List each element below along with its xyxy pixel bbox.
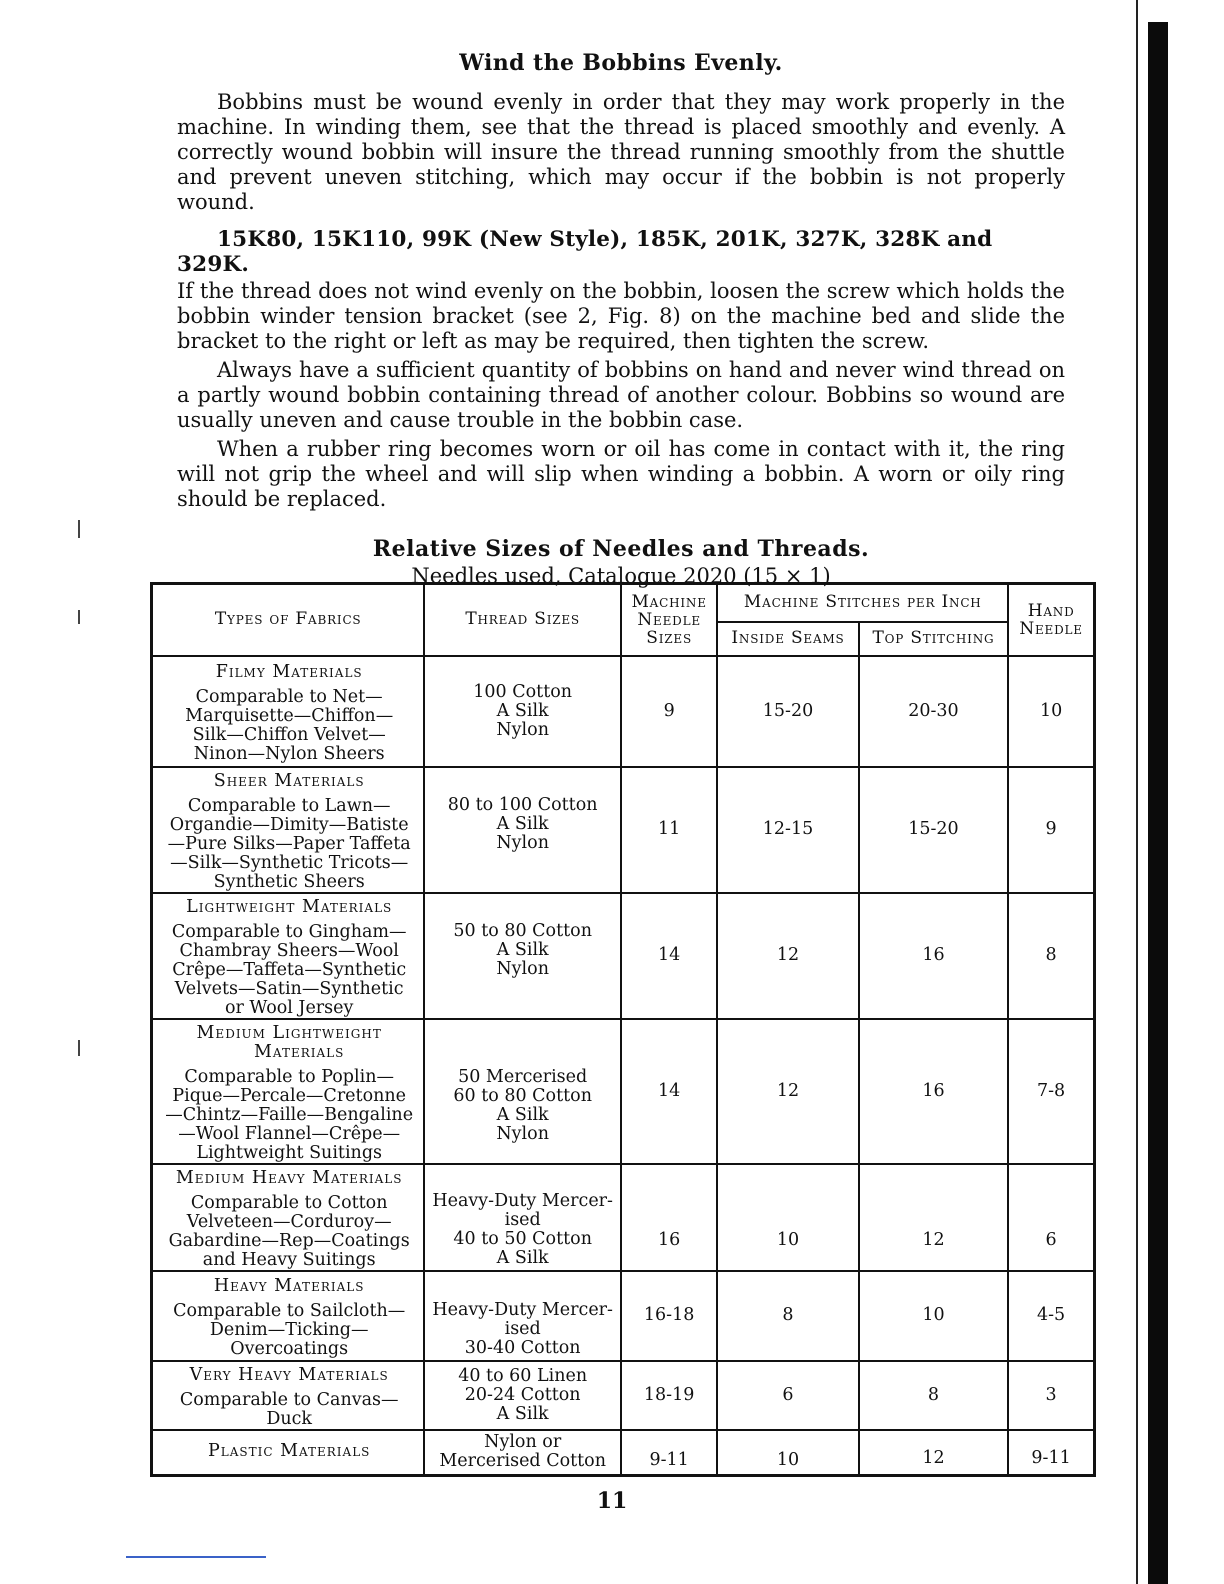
thread-line: Nylon <box>496 719 549 740</box>
fabric-desc-line: Comparable to Cotton <box>190 1192 388 1213</box>
paragraph-bobbins: Bobbins must be wound evenly in order that they may work properly in the machine. In winding them, see that the thread is placed smoothly and evenly. A correctly wound bobbin will insure the thread running smoothly from the shuttle and prevent uneven stitching, which may occur if the bobbin is not properly wound. <box>177 90 1065 214</box>
table-row <box>152 1164 1095 1271</box>
inside-seams-value: 12-15 <box>717 767 858 893</box>
needle-size: 9 <box>621 656 717 767</box>
scan-edge-shadow <box>1148 22 1168 1584</box>
inside-seams-value: 6 <box>717 1361 858 1430</box>
table-row <box>152 1271 1095 1361</box>
fabric-desc-line: Crêpe—Taffeta—Synthetic <box>172 959 407 980</box>
thread-cell <box>424 656 621 767</box>
fabric-desc-line: Synthetic Sheers <box>213 871 365 892</box>
scan-speck <box>78 610 80 624</box>
section-title: Wind the Bobbins Evenly. <box>459 50 783 76</box>
fabric-cell <box>152 1019 425 1164</box>
thread-line: 60 to 80 Cotton <box>453 1085 592 1106</box>
needle-size: 14 <box>621 1019 717 1164</box>
needle-size: 11 <box>621 767 717 893</box>
fabric-category: Medium Heavy Materials <box>175 1167 403 1188</box>
needle-size: 18-19 <box>621 1361 717 1430</box>
fabric-desc-line: Overcoatings <box>230 1338 349 1359</box>
thread-line: 20-24 Cotton <box>464 1384 581 1405</box>
page-number: 11 <box>596 1488 628 1514</box>
thread-cell <box>424 1019 621 1164</box>
paragraph-quantity: Always have a sufficient quantity of bobbins on hand and never wind thread on a partly wound bobbin containing thread of another colour. Bobbins so wound are usually uneven and cause trouble in the bobbin case. <box>177 358 1065 432</box>
fabric-category-line: Materials <box>254 1041 345 1062</box>
top-stitching-value: 15-20 <box>859 767 1008 893</box>
fabric-category: Lightweight Materials <box>186 896 393 917</box>
top-stitching-value: 16 <box>859 893 1008 1019</box>
needle-size: 9-11 <box>621 1430 717 1476</box>
thread-cell <box>424 1361 621 1430</box>
fabric-category: Plastic Materials <box>207 1440 371 1461</box>
fabric-desc-line: Marquisette—Chiffon— <box>185 705 394 726</box>
page-content <box>177 50 1065 588</box>
fabric-desc-line: Duck <box>266 1408 313 1429</box>
thread-line: Nylon or <box>484 1432 562 1453</box>
fabric-category <box>161 1024 417 1062</box>
fabric-category: Filmy Materials <box>215 661 363 682</box>
thread-cell <box>424 1430 621 1476</box>
blue-rule <box>126 1556 266 1558</box>
thread-line: A Silk <box>496 1104 549 1125</box>
thread-line: Nylon <box>496 958 549 979</box>
header-inside-seams: Inside Seams <box>717 622 858 656</box>
thread-line: 50 Mercerised <box>458 1066 588 1087</box>
fabric-cell <box>152 893 425 1019</box>
thread-line: 80 to 100 Cotton <box>447 794 598 815</box>
top-stitching-value: 16 <box>859 1019 1008 1164</box>
fabric-cell <box>152 1164 425 1271</box>
table-row <box>152 1430 1095 1476</box>
fabric-cell <box>152 656 425 767</box>
header-hand-needle: Hand Needle <box>1008 584 1094 656</box>
fabric-desc-line: Chambray Sheers—Wool <box>179 940 399 961</box>
fabric-category: Heavy Materials <box>213 1275 365 1296</box>
thread-line: 40 to 50 Cotton <box>453 1228 592 1249</box>
top-stitching-value: 10 <box>859 1271 1008 1361</box>
thread-line: 30-40 Cotton <box>464 1337 581 1358</box>
fabric-cell <box>152 1271 425 1361</box>
thread-line: Heavy-Duty Mercer- <box>432 1190 613 1211</box>
hand-needle-value: 10 <box>1008 656 1094 767</box>
fabric-cell <box>152 1430 425 1476</box>
table-row <box>152 767 1095 893</box>
hand-needle-value: 3 <box>1008 1361 1094 1430</box>
thread-line: 100 Cotton <box>473 681 573 702</box>
hand-needle-value: 9-11 <box>1008 1430 1094 1476</box>
top-stitching-value: 12 <box>859 1164 1008 1271</box>
inside-seams-value: 10 <box>717 1430 858 1476</box>
fabric-category: Very Heavy Materials <box>189 1364 389 1385</box>
thread-cell <box>424 1164 621 1271</box>
top-stitching-value: 12 <box>859 1430 1008 1476</box>
fabric-desc-line: —Chintz—Faille—Bengaline <box>165 1104 414 1125</box>
paragraph-rubber-ring: When a rubber ring becomes worn or oil has come in contact with it, the ring will not grip the wheel and will slip when winding a bobbin. A worn or oily ring should be replaced. <box>177 437 1065 511</box>
fabric-desc-line: Gabardine—Rep—Coatings <box>168 1230 410 1251</box>
inside-seams-value: 12 <box>717 1019 858 1164</box>
page-edge-line <box>1136 0 1138 1584</box>
needle-size: 14 <box>621 893 717 1019</box>
hand-needle-value: 8 <box>1008 893 1094 1019</box>
top-stitching-value: 8 <box>859 1361 1008 1430</box>
inside-seams-value: 8 <box>717 1271 858 1361</box>
fabric-desc-line: Silk—Chiffon Velvet— <box>192 724 386 745</box>
header-machine-needle: Machine Needle Sizes <box>621 584 717 656</box>
fabric-desc-line: Organdie—Dimity—Batiste <box>169 814 409 835</box>
thread-line: A Silk <box>496 700 549 721</box>
thread-line: ised <box>504 1209 541 1230</box>
thread-line: ised <box>504 1318 541 1339</box>
thread-line: Heavy-Duty Mercer- <box>432 1299 613 1320</box>
fabric-desc-line: and Heavy Suitings <box>202 1249 376 1270</box>
table-title: Relative Sizes of Needles and Threads. <box>372 536 870 562</box>
thread-line: A Silk <box>496 813 549 834</box>
header-thread-sizes: Thread Sizes <box>424 584 621 656</box>
table-row <box>152 893 1095 1019</box>
fabric-desc-line: Comparable to Poplin— <box>184 1066 394 1087</box>
inside-seams-value: 15-20 <box>717 656 858 767</box>
thread-line: Mercerised Cotton <box>439 1451 606 1472</box>
fabric-category: Sheer Materials <box>213 770 365 791</box>
fabric-desc-line: —Silk—Synthetic Tricots— <box>170 852 409 873</box>
fabric-category-line: Medium Lightweight <box>196 1022 382 1043</box>
fabric-desc-line: Ninon—Nylon Sheers <box>193 743 385 764</box>
hand-needle-value: 9 <box>1008 767 1094 893</box>
fabric-cell <box>152 1361 425 1430</box>
inside-seams-value: 12 <box>717 893 858 1019</box>
fabric-cell <box>152 767 425 893</box>
thread-cell <box>424 893 621 1019</box>
thread-line: A Silk <box>496 939 549 960</box>
hand-needle-value: 4-5 <box>1008 1271 1094 1361</box>
thread-line: Nylon <box>496 1123 549 1144</box>
scan-speck <box>78 1040 80 1056</box>
fabric-desc-line: Lightweight Suitings <box>196 1142 383 1163</box>
fabric-desc-line: Comparable to Lawn— <box>187 795 391 816</box>
thread-line: A Silk <box>496 1247 549 1268</box>
fabric-desc-line: Comparable to Canvas— <box>179 1389 399 1410</box>
thread-line: Nylon <box>496 832 549 853</box>
inside-seams-value: 10 <box>717 1164 858 1271</box>
fabric-desc-line: Denim—Ticking— <box>209 1319 369 1340</box>
table-subtitle: Needles used, Catalogue 2020 (15 × 1) <box>411 564 831 588</box>
header-stitches-per-inch: Machine Stitches per Inch <box>717 584 1008 622</box>
thread-line: 40 to 60 Linen <box>458 1365 588 1386</box>
needle-thread-table <box>150 582 1096 1477</box>
thread-cell <box>424 767 621 893</box>
fabric-desc-line: Comparable to Sailcloth— <box>173 1300 406 1321</box>
table-row <box>152 656 1095 767</box>
fabric-desc-line: Comparable to Net— <box>195 686 383 707</box>
models-heading: 15K80, 15K110, 99K (New Style), 185K, 201K, 327K, 328K and 329K. <box>177 227 993 277</box>
fabric-desc-line: —Wool Flannel—Crêpe— <box>178 1123 401 1144</box>
paragraph-winder: If the thread does not wind evenly on the bobbin, loosen the screw which holds the bobbin winder tension bracket (see 2, Fig. 8) on the machine bed and slide the bracket to the right or left as may be required, then tighten the screw. <box>177 279 1065 353</box>
fabric-desc-line: Comparable to Gingham— <box>171 921 407 942</box>
hand-needle-value: 6 <box>1008 1164 1094 1271</box>
fabric-desc-line: —Pure Silks—Paper Taffeta <box>167 833 411 854</box>
fabric-desc-line: Velveteen—Corduroy— <box>186 1211 392 1232</box>
header-fabrics: Types of Fabrics <box>152 584 425 656</box>
table-row <box>152 1019 1095 1164</box>
fabric-desc-line: Velvets—Satin—Synthetic <box>174 978 404 999</box>
top-stitching-value: 20-30 <box>859 656 1008 767</box>
thread-line: 50 to 80 Cotton <box>453 920 592 941</box>
needle-size: 16 <box>621 1164 717 1271</box>
scan-speck <box>78 520 80 538</box>
thread-line: A Silk <box>496 1403 549 1424</box>
hand-needle-value: 7-8 <box>1008 1019 1094 1164</box>
table-row <box>152 1361 1095 1430</box>
fabric-desc-line: or Wool Jersey <box>224 997 354 1018</box>
header-top-stitching: Top Stitching <box>859 622 1008 656</box>
fabric-desc-line: Pique—Percale—Cretonne <box>172 1085 407 1106</box>
needle-size: 16-18 <box>621 1271 717 1361</box>
thread-cell <box>424 1271 621 1361</box>
